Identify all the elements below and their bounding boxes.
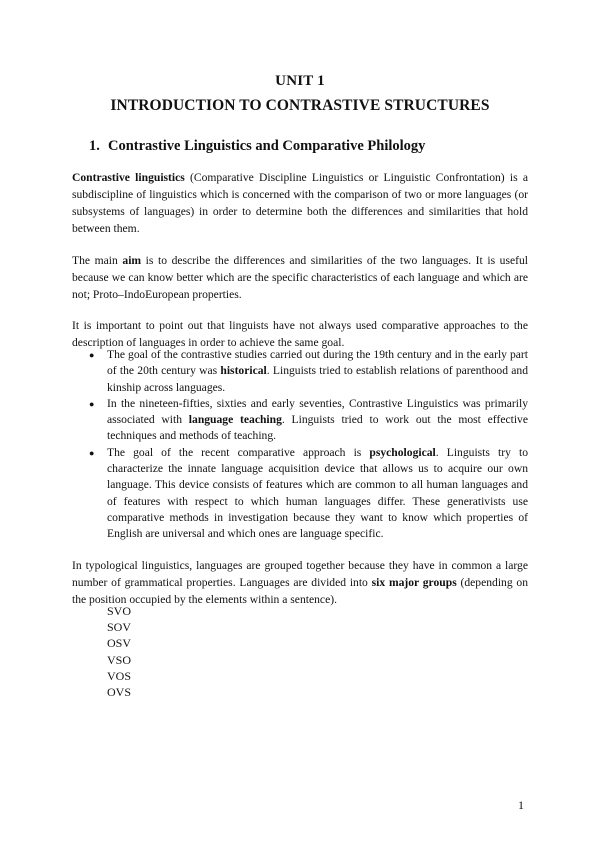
paragraph-approaches: It is important to point out that linguists have not always used comparative approaches to the description of languages in order to achieve the same goal. bbox=[72, 319, 528, 349]
word-order-item: OVS bbox=[107, 685, 132, 700]
bullet-icon: ● bbox=[89, 350, 95, 360]
section-title: Contrastive Linguistics and Comparative Philology bbox=[108, 138, 426, 154]
bullet-text-after: . Linguists tried to work out the most effective techniques and methods of teaching. bbox=[107, 413, 528, 443]
bullet-text-after: . Linguists tried to establish relations of parenthood and kinship across languages. bbox=[107, 364, 528, 394]
word-order-item: SOV bbox=[107, 620, 132, 635]
unit-title: INTRODUCTION TO CONTRASTIVE STRUCTURES bbox=[110, 97, 490, 114]
unit-heading: UNIT 1 bbox=[275, 73, 325, 89]
list-item bbox=[89, 396, 528, 445]
list-item bbox=[89, 445, 528, 543]
aim-text-before: The main bbox=[72, 254, 123, 267]
section-heading bbox=[89, 138, 425, 155]
bullet-icon: ● bbox=[89, 447, 95, 458]
definition-text: (Comparative Discipline Linguistics or Linguistic Confrontation) is a subdiscipline of linguistics which is concerned with the comparison of two or more languages (or subsystems of languages) in order to determine both the differences and similarities that hold between them. bbox=[72, 171, 528, 235]
page-number: 1 bbox=[518, 798, 524, 812]
word-order-item: VOS bbox=[107, 668, 132, 683]
section-number: 1. bbox=[89, 138, 100, 154]
bullet-icon: ● bbox=[89, 398, 95, 409]
term-contrastive-linguistics: Contrastive linguistics bbox=[72, 171, 185, 184]
bullet-text-before: The goal of the contrastive studies carried out during the 19th century and in the early part of the 20th century was bbox=[107, 348, 528, 378]
bullet-text-before: In the nineteen-fifties, sixties and early seventies, Contrastive Linguistics was primarily associated with bbox=[107, 396, 528, 427]
paragraph-definition bbox=[72, 169, 528, 237]
term-aim: aim bbox=[122, 254, 142, 267]
goals-bullet-list bbox=[89, 347, 528, 543]
bullet-keyword: psychological bbox=[369, 445, 436, 459]
term-six-major-groups: six major groups bbox=[371, 576, 457, 589]
bullet-text-after: . Linguists try to characterize the innate language acquisition device that allows us to acquire our own language. This device consists of features which are common to all human languages and of features with respect to which human languages differ. These generativists use comparative methods in investigation because they want to know which properties of English are universal and which ones are language specific. bbox=[107, 445, 529, 541]
word-order-item: VSO bbox=[107, 652, 132, 667]
word-order-item: OSV bbox=[107, 636, 132, 651]
word-order-item: SVO bbox=[107, 604, 132, 618]
bullet-text-before: The goal of the recent comparative approach is bbox=[107, 445, 370, 459]
typology-text-before: In typological linguistics, languages are grouped together because they have in common a large number of grammatical properties. Languages are divided into bbox=[72, 559, 528, 589]
word-order-list bbox=[107, 603, 131, 700]
paragraph-aim bbox=[72, 252, 528, 303]
bullet-keyword: historical bbox=[220, 364, 267, 378]
list-item bbox=[89, 347, 528, 396]
typology-text-after: (depending on the position occupied by the elements within a sentence). bbox=[72, 576, 528, 606]
aim-text-after: is to describe the differences and similarities of the two languages. It is useful because we can know better which are the specific characteristics of each language and which are not; Proto–IndoEuropean properties. bbox=[72, 254, 528, 301]
bullet-keyword: language teaching bbox=[188, 413, 282, 427]
paragraph-typology bbox=[72, 557, 528, 608]
